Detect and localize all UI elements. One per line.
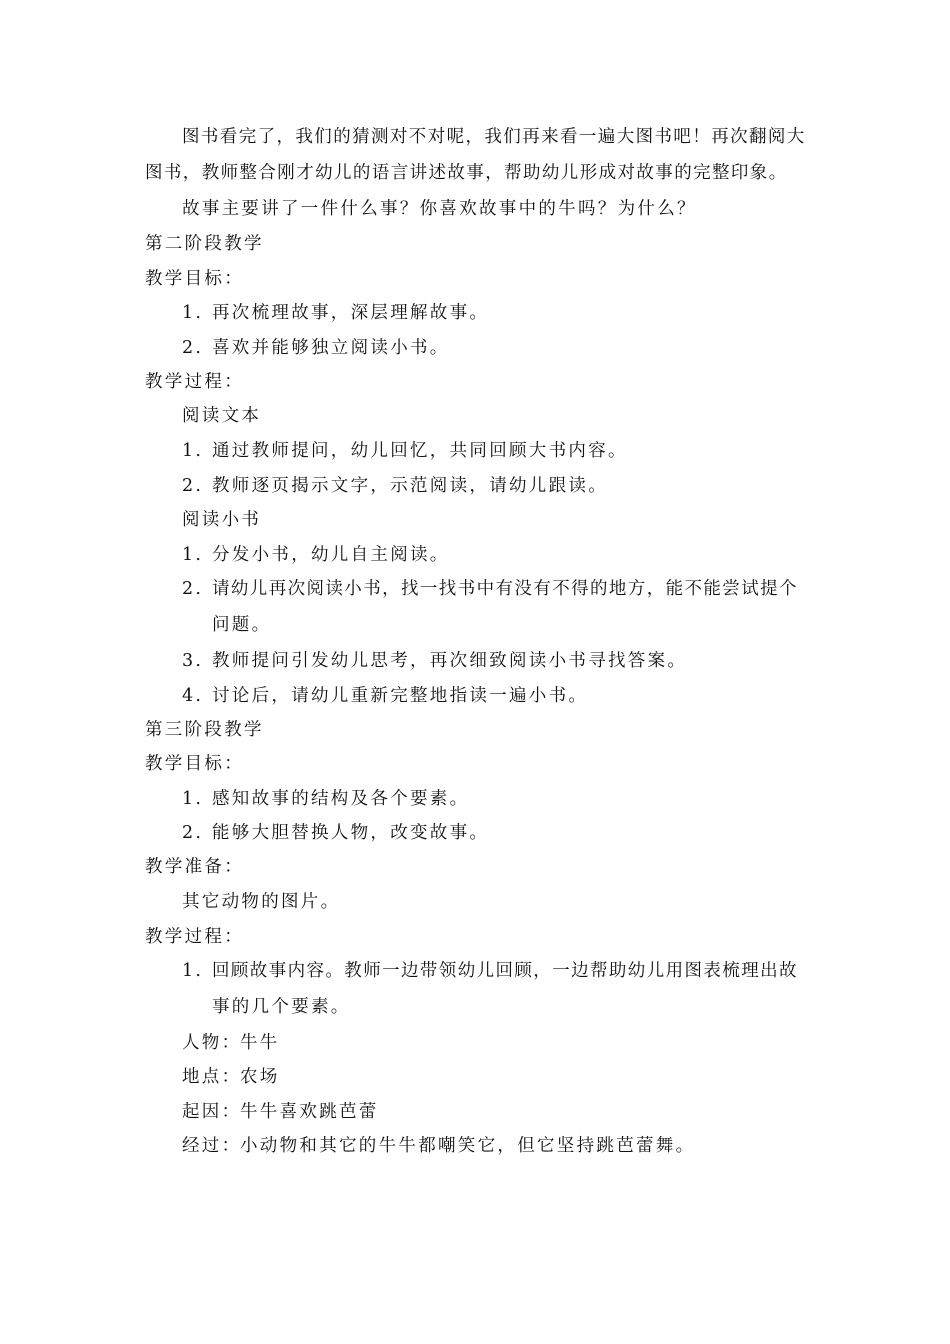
stage2-goal-number: 2. [182,338,204,358]
read-text-item-number: 2. [182,476,204,496]
stage3-process-item-number: 1. [182,961,204,981]
stage2-goal-text: 喜欢并能够独立阅读小书。 [212,338,450,358]
read-book-item-number: 3. [182,651,204,671]
story-element-label: 起因： [182,1102,242,1122]
read-text-subheading: 阅读文本 [182,406,262,426]
story-element-label: 地点： [182,1067,242,1087]
read-book-item-number: 1. [182,545,204,565]
story-element-label: 人物： [182,1033,242,1053]
read-book-item-text: 讨论后，请幼儿重新完整地指读一遍小书。 [212,686,589,706]
story-element-value: 牛牛喜欢跳芭蕾 [240,1102,379,1122]
stage3-process-item-text: 回顾故事内容。教师一边带领幼儿回顾，一边帮助幼儿用图表梳理出故 [212,961,798,981]
stage3-goal-text: 感知故事的结构及各个要素。 [212,789,470,809]
read-book-item-text: 分发小书，幼儿自主阅读。 [212,545,450,565]
read-book-subheading: 阅读小书 [182,510,262,530]
stage3-process-item-continuation: 事的几个要素。 [212,997,351,1017]
story-element-value: 小动物和其它的牛牛都嘲笑它，但它坚持跳芭蕾舞。 [240,1136,696,1156]
stage3-process-label: 教学过程： [145,927,244,947]
stage2-goals-label: 教学目标： [145,269,244,289]
stage3-goal-number: 1. [182,789,204,809]
intro-paragraph-line-2: 图书，教师整合刚才幼儿的语言讲述故事，帮助幼儿形成对故事的完整印象。 [145,163,788,183]
stage3-prep-label: 教学准备： [145,857,244,877]
story-element-label: 经过： [182,1136,242,1156]
stage2-process-label: 教学过程： [145,372,244,392]
stage3-goals-label: 教学目标： [145,754,244,774]
story-element-value: 农场 [240,1067,280,1087]
stage2-heading: 第二阶段教学 [145,234,264,254]
read-book-item-number: 4. [182,686,204,706]
read-book-item-number: 2. [182,579,204,599]
read-book-item-text: 请幼儿再次阅读小书，找一找书中有没有不得的地方，能不能尝试提个 [212,579,798,599]
read-text-item-text: 教师逐页揭示文字，示范阅读，请幼儿跟读。 [212,476,608,496]
story-element-value: 牛牛 [240,1033,280,1053]
stage3-prep-text: 其它动物的图片。 [182,892,341,912]
stage3-heading: 第三阶段教学 [145,720,264,740]
read-text-item-text: 通过教师提问，幼儿回忆，共同回顾大书内容。 [212,441,628,461]
intro-paragraph-line-1: 图书看完了，我们的猜测对不对呢，我们再来看一遍大图书吧！再次翻阅大 [182,127,806,147]
stage2-goal-text: 再次梳理故事，深层理解故事。 [212,303,490,323]
read-book-item-text: 教师提问引发幼儿思考，再次细致阅读小书寻找答案。 [212,651,688,671]
stage3-goal-text: 能够大胆替换人物，改变故事。 [212,823,490,843]
read-text-item-number: 1. [182,441,204,461]
read-book-item-continuation: 问题。 [212,615,272,635]
stage2-goal-number: 1. [182,303,204,323]
intro-question: 故事主要讲了一件什么事？你喜欢故事中的牛吗？为什么？ [182,199,697,219]
stage3-goal-number: 2. [182,823,204,843]
